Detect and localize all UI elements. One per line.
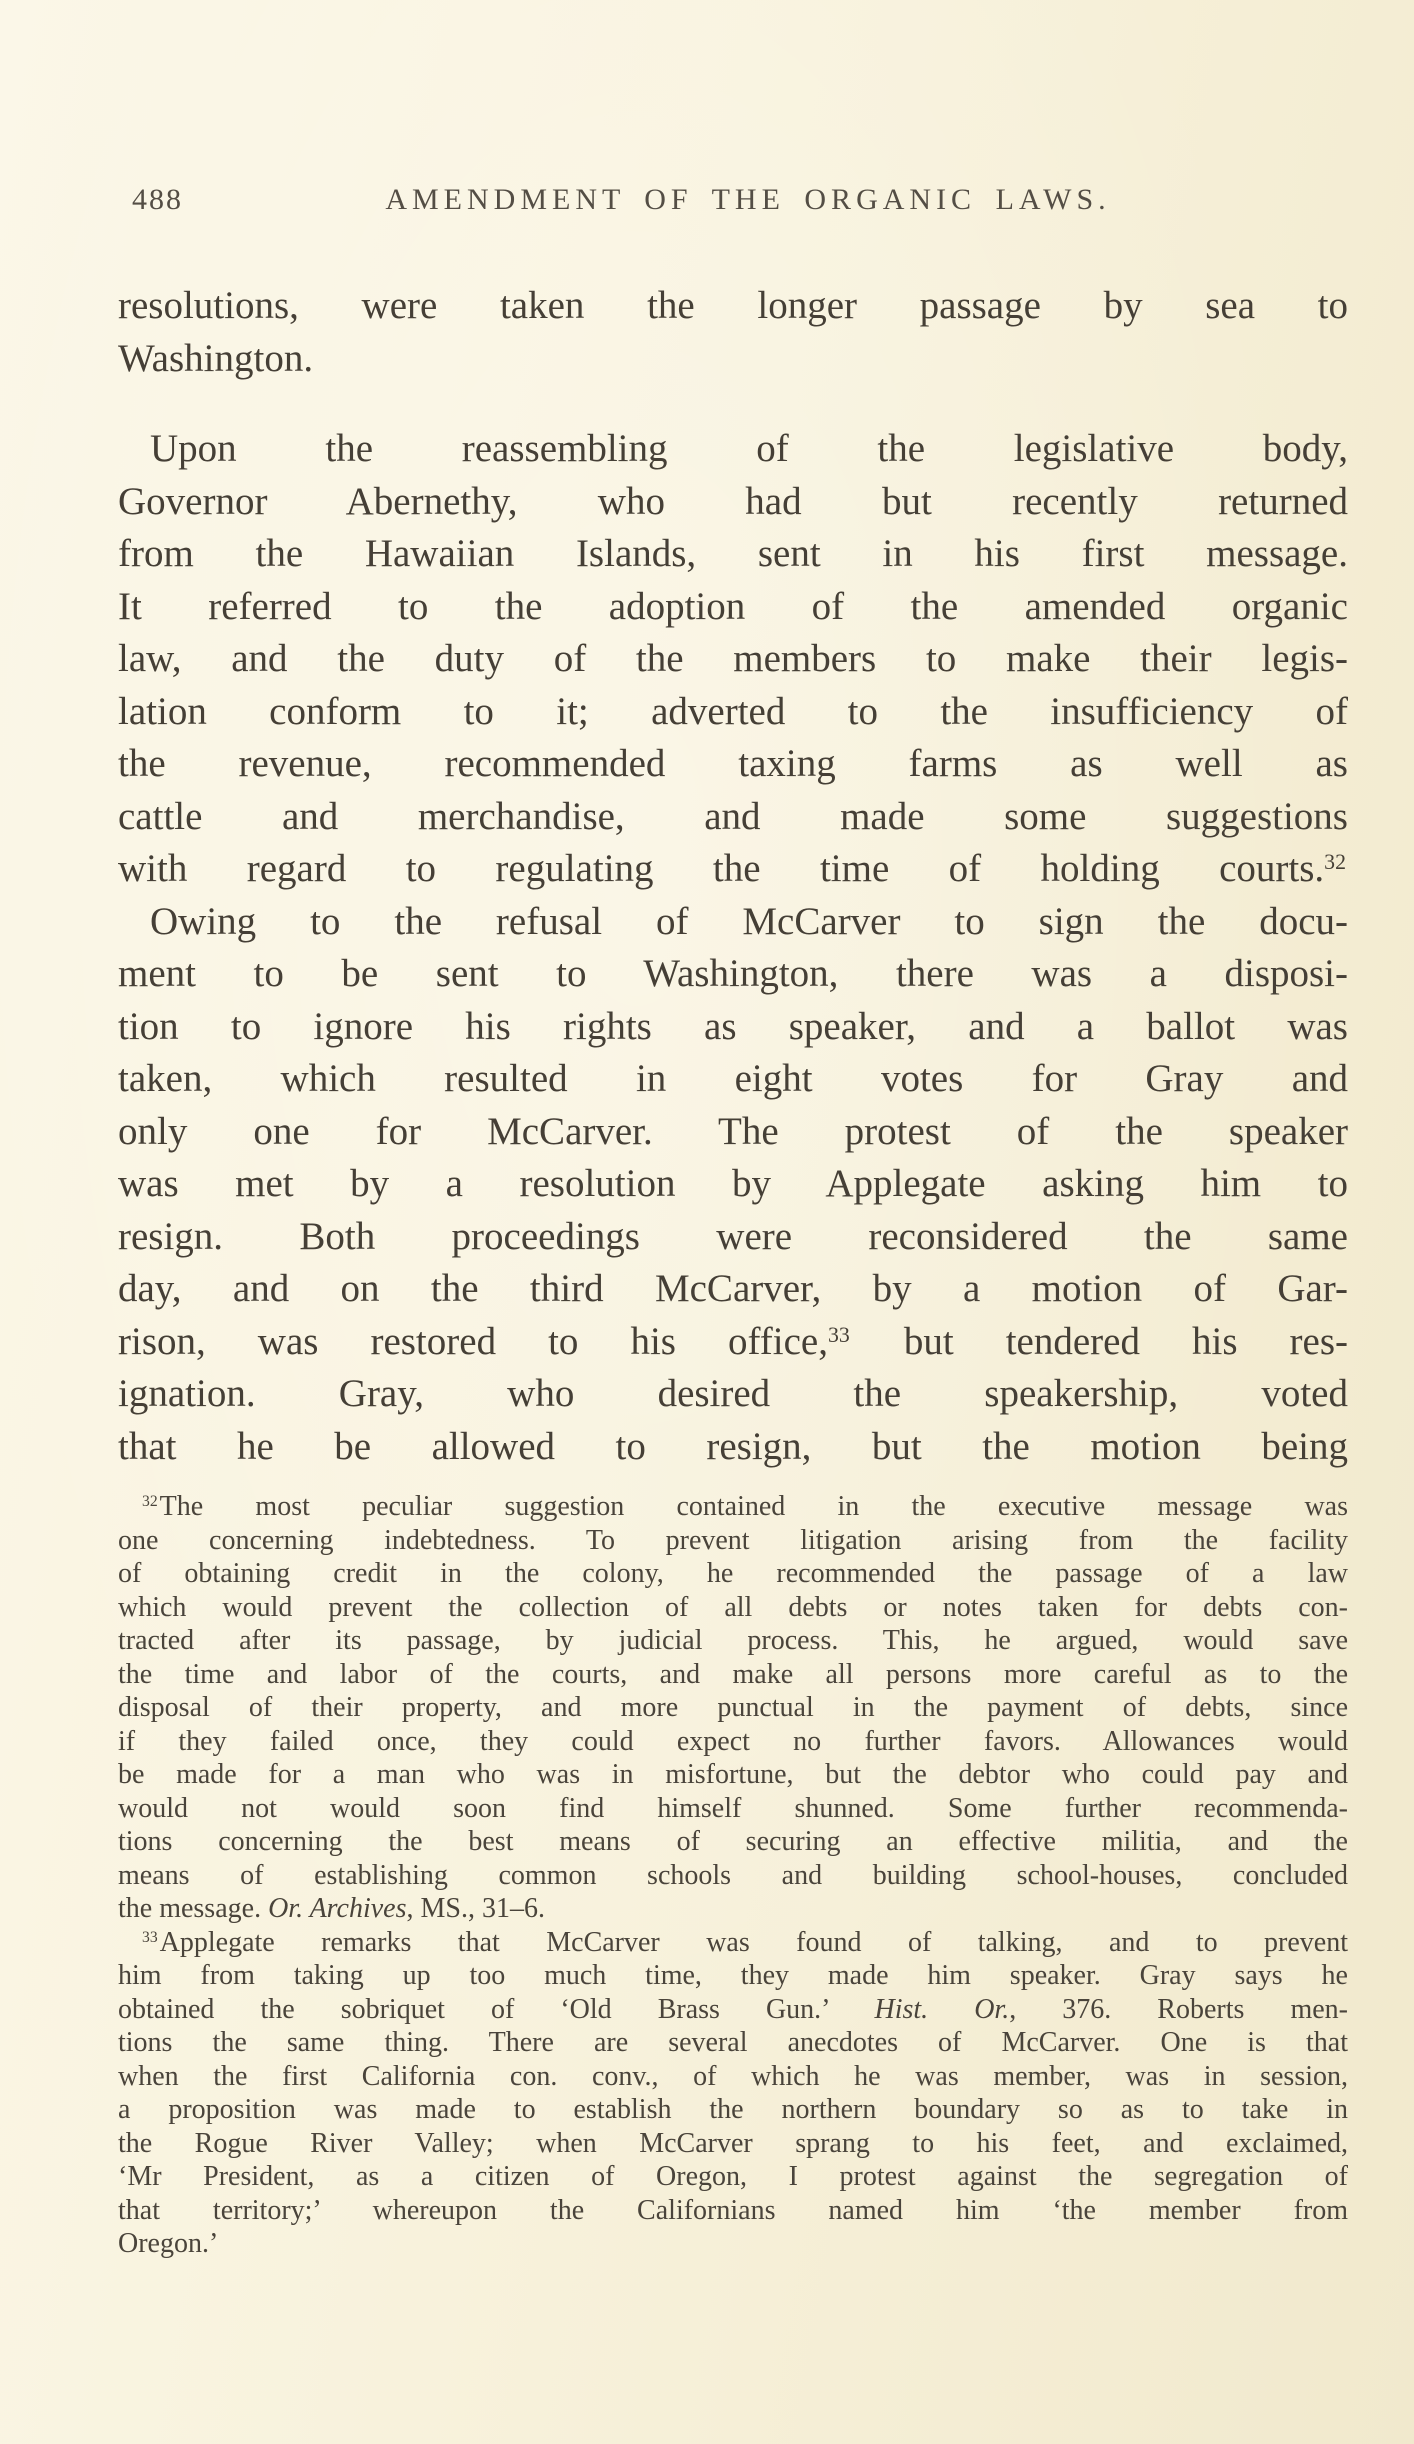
text-line: Upon the reassembling of the legislative body, xyxy=(150,427,1348,470)
text-line: law, and the duty of the members to make their legis- xyxy=(118,637,1348,680)
running-title: AMENDMENT OF THE ORGANIC LAWS. xyxy=(385,183,1111,216)
text-line: tions concerning the best means of securing an effective militia, and the xyxy=(118,1826,1348,1857)
footnotes xyxy=(118,1490,1348,2261)
text-line: resolutions, were taken the longer passage by sea to xyxy=(118,284,1348,327)
text-line: the time and labor of the courts, and make all persons more careful as to the xyxy=(118,1658,1348,1690)
text-line: $^{33}$Applegate remarks that McCarver was found of talking, and to prevent xyxy=(142,1926,1348,1958)
footnote-marker: 33 xyxy=(827,1322,850,1347)
text-line: which would prevent the collection of all debts or notes taken for debts con- xyxy=(118,1591,1348,1623)
text-line: that he be allowed to resign, but the motion being xyxy=(118,1424,1348,1468)
text-line: tracted after its passage, by judicial process. This, he argued, would save xyxy=(118,1625,1348,1656)
italic-citation: Or. Archives xyxy=(268,1893,407,1924)
text-line: that territory;’ whereupon the Californians named him ‘the member from xyxy=(118,2194,1348,2226)
text-line: It referred to the adoption of the amended organic xyxy=(118,584,1348,628)
text-line: was met by a resolution by Applegate asking him to xyxy=(118,1162,1348,1205)
text-line: resign. Both proceedings were reconsidered the same xyxy=(118,1214,1348,1258)
paragraph xyxy=(118,896,1348,1474)
text-line: the revenue, recommended taxing farms as well as xyxy=(118,742,1348,785)
text-line: a proposition was made to establish the northern boundary so as to take in xyxy=(118,2094,1348,2125)
text-line: lation conform to it; adverted to the insufficiency of xyxy=(118,689,1348,733)
running-head xyxy=(118,183,1348,223)
footnote-marker: 33 xyxy=(142,1928,158,1946)
text-line: Washington. xyxy=(118,336,314,380)
text-line: cattle and merchandise, and made some suggestions xyxy=(118,794,1348,838)
footnote xyxy=(118,1926,1348,2261)
text-line: only one for McCarver. The protest of the speaker xyxy=(118,1109,1348,1153)
text-line: ignation. Gray, who desired the speakership, voted xyxy=(118,1372,1348,1415)
text-line: rison, was restored to his office,$^{33}$ but tendered his res- xyxy=(118,1319,1348,1363)
paragraph xyxy=(118,280,1348,385)
text-line: be made for a man who was in misfortune, but the debtor who could pay and xyxy=(118,1759,1348,1790)
text-line: tions the same thing. There are several anecdotes of McCarver. One is that xyxy=(118,2027,1348,2058)
text-line: when the first California con. conv., of which he was member, was in session, xyxy=(118,2060,1348,2092)
text-line: would not would soon find himself shunned. Some further recommenda- xyxy=(118,1792,1348,1824)
text-line: taken, which resulted in eight votes for Gray and xyxy=(118,1057,1348,1100)
text-line: the message. Or. Archives, MS., 31–6. xyxy=(118,1893,545,1924)
text-line: him from taking up too much time, they made him speaker. Gray says he xyxy=(118,1960,1348,1991)
text-line: Owing to the refusal of McCarver to sign the docu- xyxy=(150,899,1348,943)
text-line: from the Hawaiian Islands, sent in his first message. xyxy=(118,532,1348,575)
text-line: ment to be sent to Washington, there was a disposi- xyxy=(118,952,1348,995)
text-line: tion to ignore his rights as speaker, and a ballot was xyxy=(118,1004,1348,1048)
text-line: with regard to regulating the time of holding courts.$^{32}$ xyxy=(118,847,1346,890)
text-line: one concerning indebtedness. To prevent litigation arising from the facility xyxy=(118,1524,1348,1556)
text-line: of obtaining credit in the colony, he recommended the passage of a law xyxy=(118,1558,1348,1589)
text-line: disposal of their property, and more punctual in the payment of debts, since xyxy=(118,1692,1348,1723)
page-number: 488 xyxy=(132,183,183,216)
footnote xyxy=(118,1490,1348,1926)
italic-citation: Hist. Or. xyxy=(874,1993,1010,2025)
footnote-marker: 32 xyxy=(1324,850,1346,874)
text-line: Governor Abernethy, who had but recently returned xyxy=(118,479,1348,523)
text-line: ‘Mr President, as a citizen of Oregon, I protest against the segregation of xyxy=(118,2161,1348,2192)
text-line: the Rogue River Valley; when McCarver sprang to his feet, and exclaimed, xyxy=(118,2127,1348,2159)
paragraph xyxy=(118,423,1348,896)
text-line: $^{32}$The most peculiar suggestion contained in the executive message was xyxy=(142,1491,1348,1522)
text-line: Oregon.’ xyxy=(118,2228,219,2259)
body-text xyxy=(118,280,1348,1473)
text-line: if they failed once, they could expect no further favors. Allowances would xyxy=(118,1725,1348,1757)
footnote-marker: 32 xyxy=(142,1493,158,1511)
text-line: means of establishing common schools and building school-houses, concluded xyxy=(118,1859,1348,1891)
text-line: obtained the sobriquet of ‘Old Brass Gun.’ Hist. Or., 376. Roberts men- xyxy=(118,1993,1348,2025)
text-line: day, and on the third McCarver, by a motion of Gar- xyxy=(118,1267,1348,1310)
